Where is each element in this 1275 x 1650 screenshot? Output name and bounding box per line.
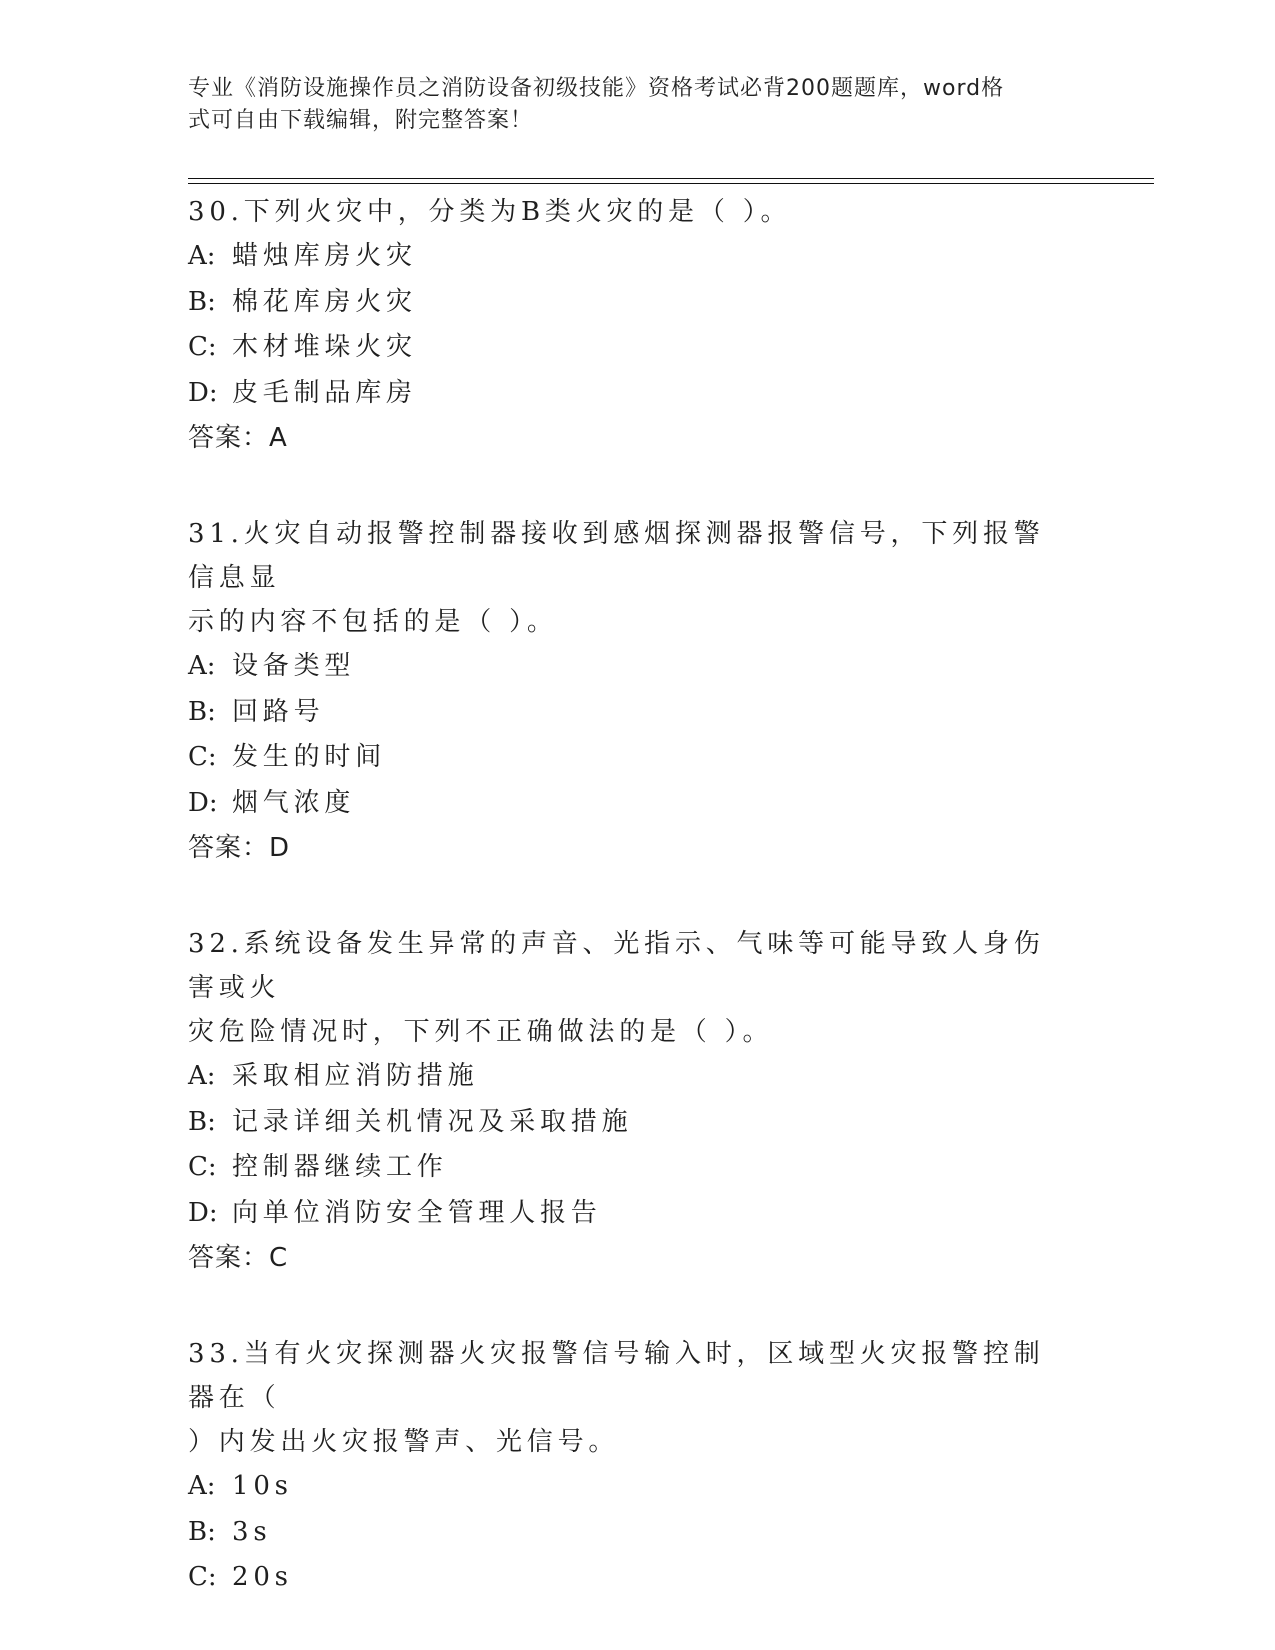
option-c bbox=[188, 735, 1088, 781]
option-text: 发生的时间 bbox=[232, 742, 387, 772]
option-key: D: bbox=[188, 377, 218, 408]
option-key: A: bbox=[188, 1471, 216, 1501]
option-c bbox=[188, 1145, 1088, 1191]
question-text bbox=[188, 190, 1073, 234]
option-text: 木材堆垛火灾 bbox=[232, 332, 417, 362]
option-key: A: bbox=[188, 1061, 216, 1091]
question-text-line: ）内发出火灾报警声、光信号。 bbox=[188, 1427, 620, 1457]
option-text: 记录详细关机情况及采取措施 bbox=[232, 1106, 633, 1137]
answer-line: 答案：C bbox=[188, 1243, 289, 1273]
option-key: A: bbox=[188, 241, 216, 271]
option-key: B: bbox=[188, 696, 216, 727]
option-a bbox=[188, 1054, 1088, 1100]
option-d bbox=[188, 1191, 1088, 1237]
question-text bbox=[188, 1332, 1073, 1464]
option-key: D: bbox=[188, 1197, 218, 1228]
option-text: 回路号 bbox=[232, 696, 325, 727]
option-a bbox=[188, 234, 1088, 280]
header-line-2: 式可自由下载编辑，附完整答案！ bbox=[188, 108, 534, 133]
option-key: B: bbox=[188, 1516, 216, 1547]
question-32 bbox=[188, 922, 1088, 1280]
option-key: B: bbox=[188, 1106, 216, 1137]
header-divider-bottom bbox=[188, 183, 1154, 184]
option-text: 烟气浓度 bbox=[232, 787, 356, 818]
document-header bbox=[188, 73, 1068, 137]
option-c bbox=[188, 1555, 1088, 1601]
question-spacer bbox=[188, 460, 1088, 512]
option-key: A: bbox=[188, 651, 216, 681]
question-text-line: 32.系统设备发生异常的声音、光指示、气味等可能导致人身伤害或火 bbox=[188, 929, 1045, 1003]
question-33 bbox=[188, 1332, 1088, 1601]
option-key: B: bbox=[188, 286, 216, 317]
option-text: 向单位消防安全管理人报告 bbox=[232, 1197, 602, 1228]
option-b bbox=[188, 1510, 1088, 1556]
option-text: 10s bbox=[232, 1471, 293, 1501]
option-text: 控制器继续工作 bbox=[232, 1152, 448, 1182]
option-key: D: bbox=[188, 787, 218, 818]
question-text-line: 30.下列火灾中，分类为B类火灾的是（ ）。 bbox=[188, 197, 792, 227]
question-text-line: 33.当有火灾探测器火灾报警信号输入时，区域型火灾报警控制器在（ bbox=[188, 1339, 1045, 1413]
option-b bbox=[188, 280, 1088, 326]
option-text: 皮毛制品库房 bbox=[232, 377, 417, 408]
option-b bbox=[188, 1100, 1088, 1146]
option-a bbox=[188, 1464, 1088, 1510]
option-key: C: bbox=[188, 1562, 217, 1592]
option-a bbox=[188, 644, 1088, 690]
option-text: 蜡烛库房火灾 bbox=[232, 241, 417, 271]
option-b bbox=[188, 690, 1088, 736]
header-divider-top bbox=[188, 178, 1154, 179]
header-line-1: 专业《消防设施操作员之消防设备初级技能》资格考试必背200题题库，word格 bbox=[188, 76, 1005, 101]
question-text-line: 灾危险情况时，下列不正确做法的是（ ）。 bbox=[188, 1017, 774, 1047]
question-text-line: 31.火灾自动报警控制器接收到感烟探测器报警信号，下列报警信息显 bbox=[188, 519, 1045, 593]
option-c bbox=[188, 325, 1088, 371]
question-text-line: 示的内容不包括的是（ ）。 bbox=[188, 607, 558, 637]
option-text: 采取相应消防措施 bbox=[232, 1061, 479, 1091]
question-31 bbox=[188, 512, 1088, 870]
option-text: 设备类型 bbox=[232, 651, 356, 681]
option-d bbox=[188, 371, 1088, 417]
question-spacer bbox=[188, 1280, 1088, 1332]
option-key: C: bbox=[188, 332, 217, 362]
option-text: 3s bbox=[232, 1516, 272, 1547]
question-30 bbox=[188, 190, 1088, 460]
option-text: 20s bbox=[232, 1562, 293, 1592]
answer-line: 答案：D bbox=[188, 833, 291, 863]
option-text: 棉花库房火灾 bbox=[232, 286, 417, 317]
option-d bbox=[188, 781, 1088, 827]
option-key: C: bbox=[188, 1152, 217, 1182]
answer-line: 答案：A bbox=[188, 423, 288, 453]
question-text bbox=[188, 512, 1073, 644]
question-spacer bbox=[188, 870, 1088, 922]
option-key: C: bbox=[188, 742, 217, 772]
question-text bbox=[188, 922, 1073, 1054]
question-list bbox=[188, 190, 1088, 1601]
